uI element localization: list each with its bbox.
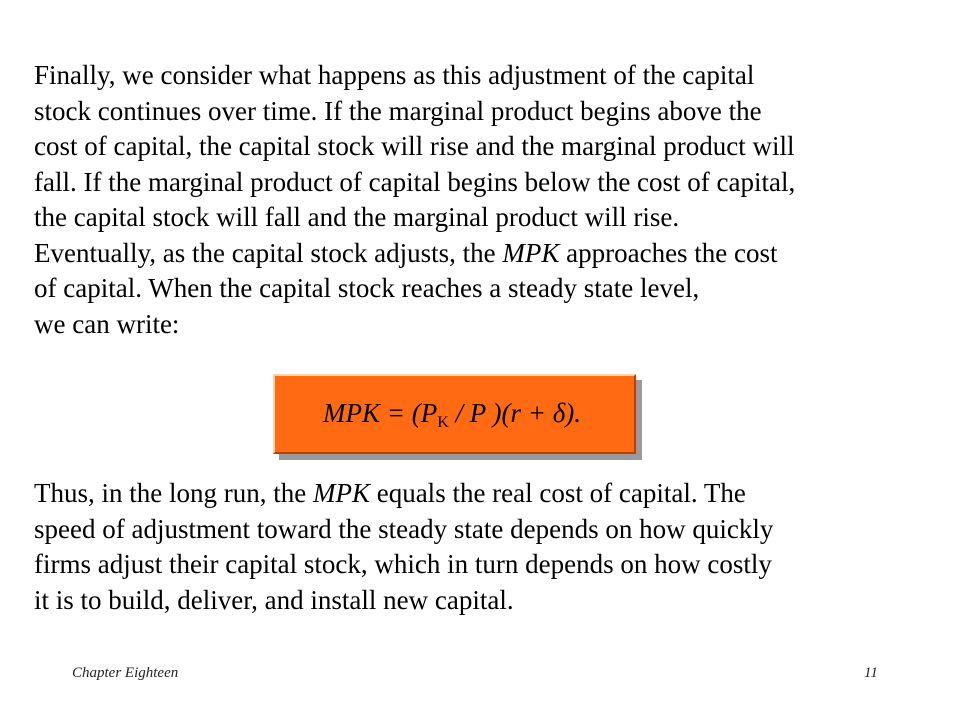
text-segment: equals the real cost of capital. The [369, 478, 746, 508]
text-line: stock continues over time. If the marginal product begins above the [34, 95, 762, 126]
equation-rhs: / P )(r + δ). [448, 398, 582, 428]
equation-box [273, 374, 636, 454]
text-line: firms adjust their capital stock, which in turn depends on how costly [34, 549, 772, 579]
text-line: speed of adjustment toward the steady state depends on how quickly [34, 513, 774, 544]
text-line: of capital. When the capital stock reaches a steady state level, [34, 273, 700, 303]
equation-subscript: K [437, 414, 449, 431]
equation-lhs: MPK = (P [323, 398, 438, 428]
equation-text [323, 398, 581, 432]
emphasis-mpk: MPK [312, 478, 370, 508]
emphasis-mpk: MPK [502, 237, 560, 268]
text-line: fall. If the marginal product of capital begins below the cost of capital, [34, 166, 796, 197]
text-segment: Thus, in the long run, the [34, 478, 313, 508]
text-line: cost of capital, the capital stock will rise and the marginal product will [34, 131, 795, 161]
paragraph-steady-state-intro [34, 58, 944, 342]
footer-chapter-title: Chapter Eighteen [72, 665, 179, 681]
text-line: the capital stock will fall and the marginal product will rise. [34, 202, 680, 232]
text-line: it is to build, deliver, and install new capital. [34, 584, 514, 615]
text-segment: Eventually, as the capital stock adjusts, the [34, 237, 503, 268]
text-segment: approaches the cost [559, 237, 778, 268]
text-line: we can write: [34, 308, 180, 339]
text-line [34, 236, 944, 272]
text-line [34, 476, 944, 512]
paragraph-long-run [34, 476, 944, 618]
text-line: Finally, we consider what happens as this adjustment of the capital [34, 60, 755, 90]
footer-page-number: 11 [864, 665, 878, 681]
